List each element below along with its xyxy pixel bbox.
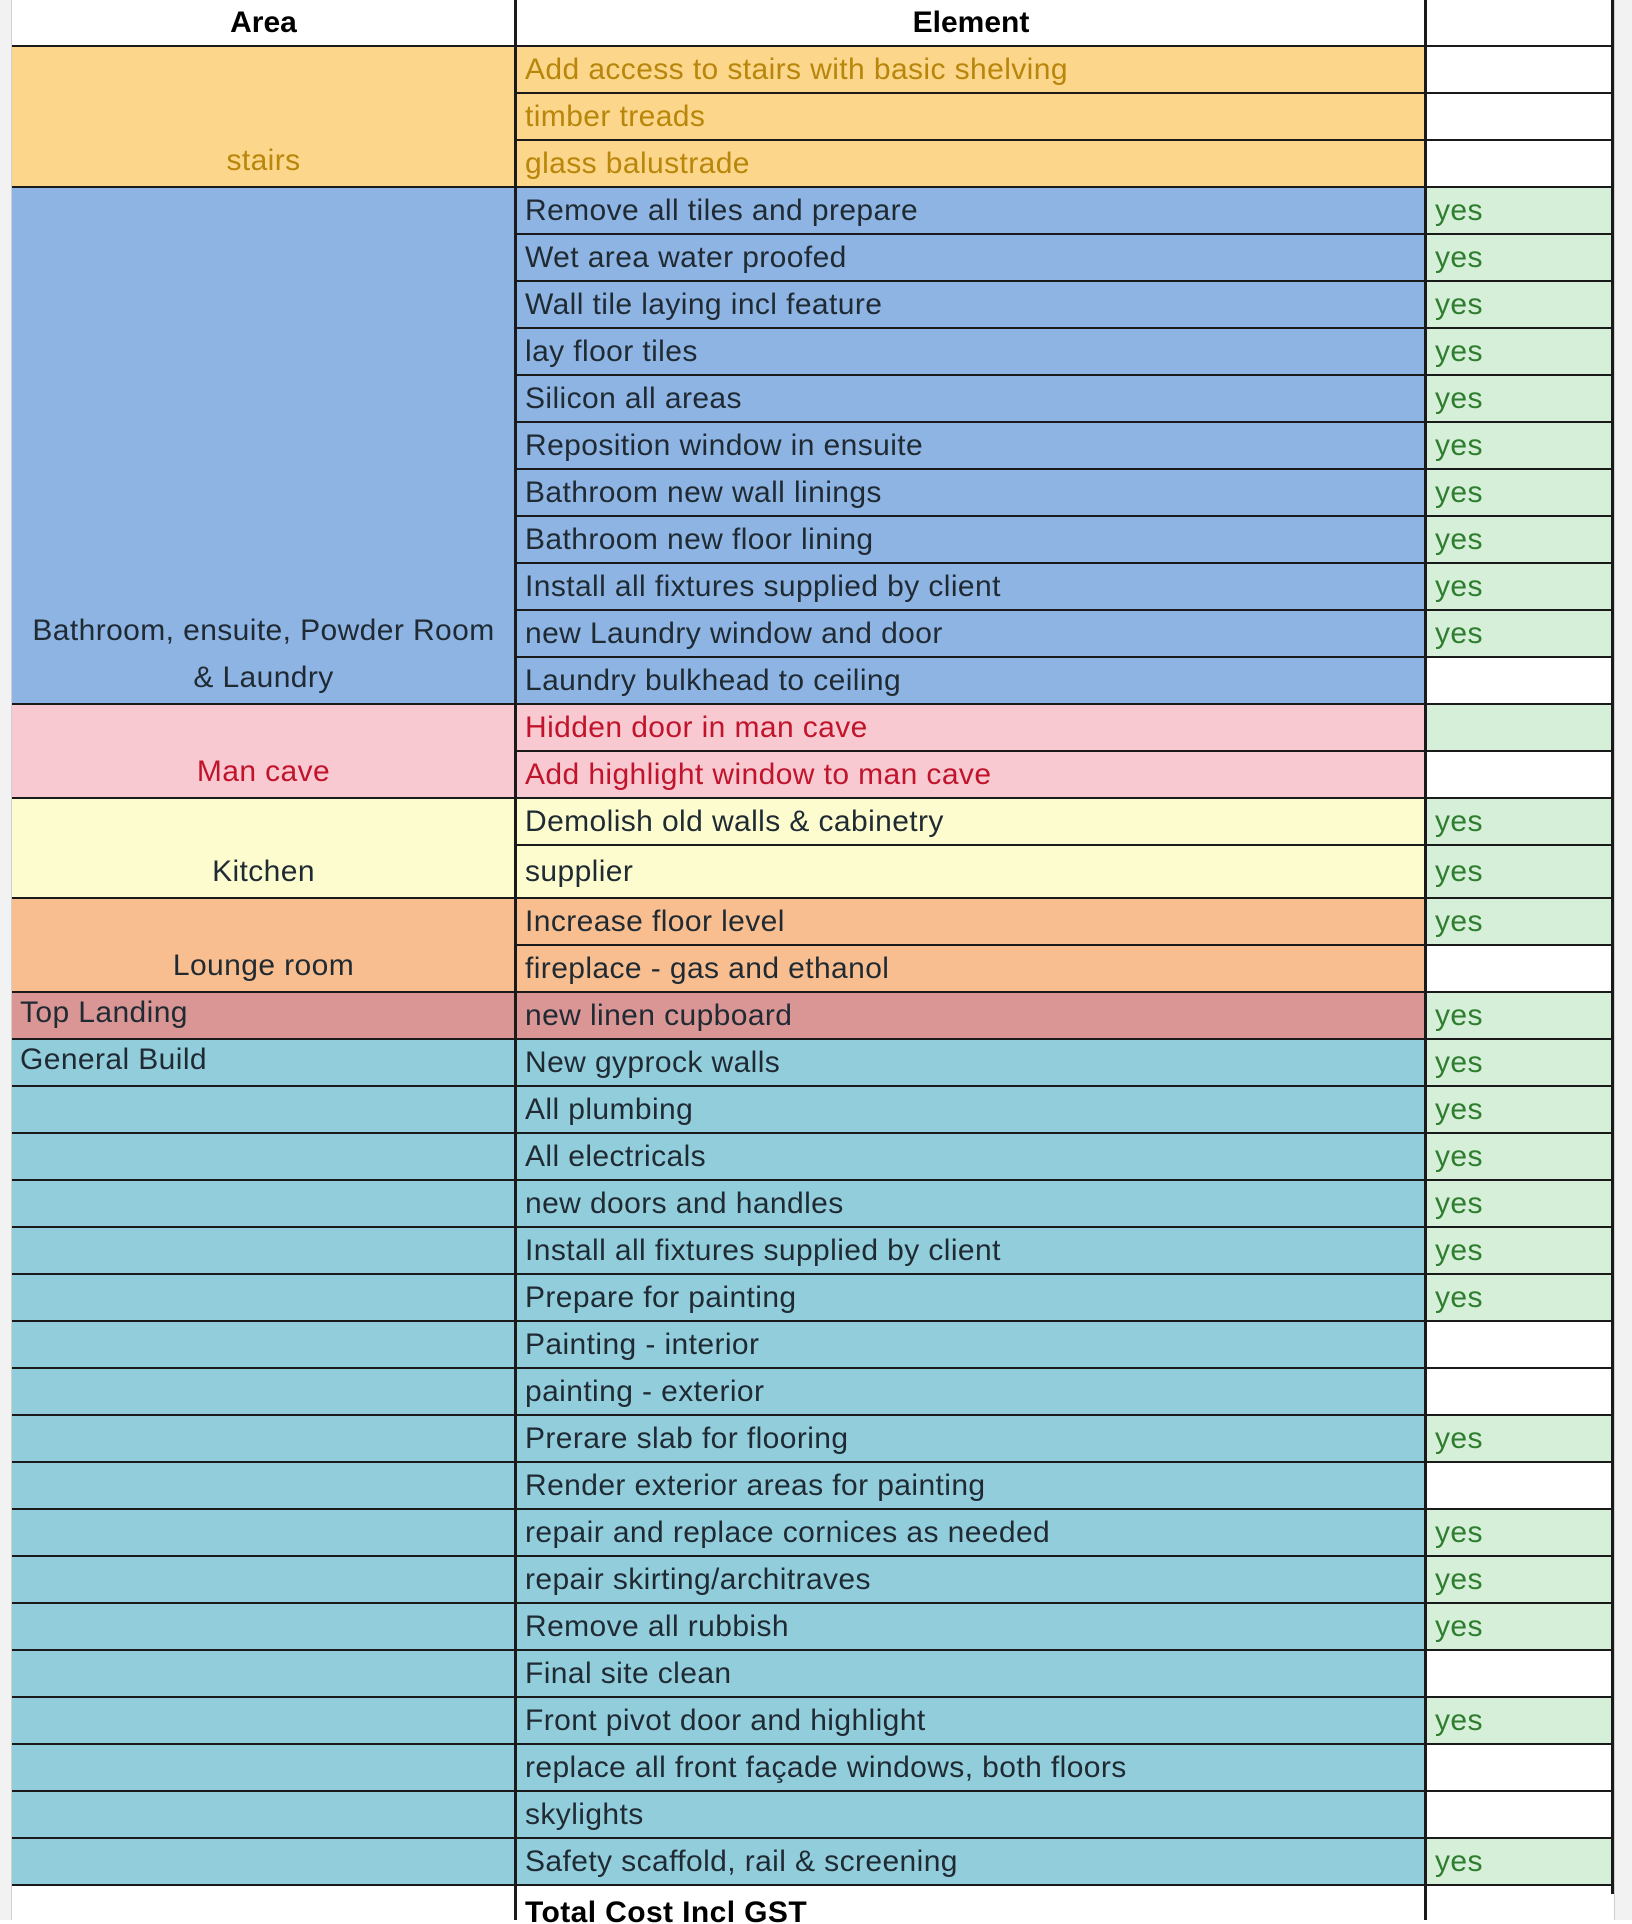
status-cell[interactable]: yes <box>1427 1040 1614 1087</box>
element-cell[interactable]: painting - exterior <box>517 1369 1425 1416</box>
element-cell[interactable]: Demolish old walls & cabinetry <box>517 799 1425 846</box>
element-cell[interactable]: Remove all tiles and prepare <box>517 188 1425 235</box>
status-cell[interactable]: yes <box>1427 1604 1614 1651</box>
area-cell-blank[interactable] <box>12 1134 515 1181</box>
status-cell[interactable]: yes <box>1427 1275 1614 1322</box>
status-cell[interactable]: yes <box>1427 1228 1614 1275</box>
element-cell[interactable]: Front pivot door and highlight <box>517 1698 1425 1745</box>
status-cell[interactable] <box>1427 94 1614 141</box>
element-cell[interactable]: New gyprock walls <box>517 1040 1425 1087</box>
status-cell[interactable] <box>1427 658 1614 705</box>
area-cell-blank[interactable] <box>12 1604 515 1651</box>
element-cell[interactable]: Painting - interior <box>517 1322 1425 1369</box>
element-cell[interactable]: Increase floor level <box>517 899 1425 946</box>
status-cell[interactable]: yes <box>1427 1839 1614 1886</box>
element-cell[interactable]: Safety scaffold, rail & screening <box>517 1839 1425 1886</box>
area-cell-blank[interactable] <box>12 1087 515 1134</box>
area-cell-blank[interactable] <box>12 1557 515 1604</box>
area-cell-lounge[interactable]: Lounge room <box>12 899 515 993</box>
area-cell-stairs[interactable]: stairs <box>12 47 515 188</box>
element-cell[interactable]: Final site clean <box>517 1651 1425 1698</box>
area-cell-blank[interactable] <box>12 1275 515 1322</box>
area-cell-blank[interactable] <box>12 1369 515 1416</box>
element-cell[interactable]: Silicon all areas <box>517 376 1425 423</box>
element-cell[interactable]: Hidden door in man cave <box>517 705 1425 752</box>
element-cell[interactable]: Add highlight window to man cave <box>517 752 1425 799</box>
grid-line-status <box>1611 0 1614 1894</box>
status-cell[interactable]: yes <box>1427 470 1614 517</box>
element-cell[interactable]: new doors and handles <box>517 1181 1425 1228</box>
grid-line-element <box>1424 0 1427 1920</box>
status-cell[interactable] <box>1427 1745 1614 1792</box>
row-gutter-left <box>0 0 12 1920</box>
element-cell[interactable]: All plumbing <box>517 1087 1425 1134</box>
element-cell[interactable]: All electricals <box>517 1134 1425 1181</box>
element-cell[interactable]: Bathroom new wall linings <box>517 470 1425 517</box>
status-cell[interactable]: yes <box>1427 1087 1614 1134</box>
element-cell[interactable]: timber treads <box>517 94 1425 141</box>
column-gutter-right <box>1614 0 1632 1920</box>
status-cell[interactable]: yes <box>1427 1134 1614 1181</box>
element-cell[interactable]: Add access to stairs with basic shelving <box>517 47 1425 94</box>
total-cost-label[interactable]: Total Cost Incl GST <box>525 1896 808 1924</box>
element-cell[interactable]: Render exterior areas for painting <box>517 1463 1425 1510</box>
status-cell[interactable]: yes <box>1427 1416 1614 1463</box>
status-cell[interactable]: yes <box>1427 329 1614 376</box>
status-cell[interactable]: yes <box>1427 799 1614 846</box>
element-cell[interactable]: repair and replace cornices as needed <box>517 1510 1425 1557</box>
status-cell[interactable]: yes <box>1427 1181 1614 1228</box>
status-cell[interactable]: yes <box>1427 611 1614 658</box>
element-cell[interactable]: Remove all rubbish <box>517 1604 1425 1651</box>
status-cell[interactable]: yes <box>1427 899 1614 946</box>
area-cell-blank[interactable] <box>12 1792 515 1839</box>
element-cell[interactable]: skylights <box>517 1792 1425 1839</box>
element-cell[interactable]: Install all fixtures supplied by client <box>517 1228 1425 1275</box>
element-cell[interactable]: replace all front façade windows, both floors <box>517 1745 1425 1792</box>
area-cell-blank[interactable] <box>12 1510 515 1557</box>
area-cell-mancave[interactable]: Man cave <box>12 705 515 799</box>
element-cell[interactable]: Prepare for painting <box>517 1275 1425 1322</box>
status-cell[interactable] <box>1427 1369 1614 1416</box>
area-cell-blank[interactable] <box>12 1651 515 1698</box>
area-cell-blank[interactable] <box>12 1745 515 1792</box>
status-cell[interactable]: yes <box>1427 1557 1614 1604</box>
status-cell[interactable] <box>1427 1463 1614 1510</box>
header-area[interactable]: Area <box>12 0 515 47</box>
status-cell[interactable] <box>1427 141 1614 188</box>
area-cell-toplanding[interactable]: Top Landing <box>12 993 515 1040</box>
element-cell[interactable]: Laundry bulkhead to ceiling <box>517 658 1425 705</box>
element-cell[interactable]: Wet area water proofed <box>517 235 1425 282</box>
area-cell-blank[interactable] <box>12 1416 515 1463</box>
status-cell[interactable]: yes <box>1427 993 1614 1040</box>
element-cell[interactable]: Install all fixtures supplied by client <box>517 564 1425 611</box>
status-cell[interactable]: yes <box>1427 564 1614 611</box>
area-cell-general[interactable]: General Build <box>12 1040 515 1087</box>
status-cell[interactable]: yes <box>1427 846 1614 899</box>
header-element[interactable]: Element <box>517 0 1425 47</box>
element-cell[interactable]: supplier <box>517 846 1425 899</box>
area-cell-blank[interactable] <box>12 1181 515 1228</box>
status-cell[interactable] <box>1427 752 1614 799</box>
grid-line-area <box>514 0 517 1920</box>
status-cell[interactable]: yes <box>1427 235 1614 282</box>
element-cell[interactable]: Wall tile laying incl feature <box>517 282 1425 329</box>
area-cell-blank[interactable] <box>12 1463 515 1510</box>
status-cell[interactable]: yes <box>1427 282 1614 329</box>
status-cell[interactable]: yes <box>1427 1510 1614 1557</box>
area-cell-bathroom[interactable]: Bathroom, ensuite, Powder Room & Laundry <box>12 188 515 705</box>
area-cell-blank[interactable] <box>12 1839 515 1886</box>
status-cell[interactable] <box>1427 1322 1614 1369</box>
area-cell-blank[interactable] <box>12 1322 515 1369</box>
status-cell[interactable]: yes <box>1427 1698 1614 1745</box>
status-cell[interactable]: yes <box>1427 188 1614 235</box>
status-cell[interactable] <box>1427 1651 1614 1698</box>
element-cell[interactable]: Reposition window in ensuite <box>517 423 1425 470</box>
status-cell[interactable]: yes <box>1427 376 1614 423</box>
element-cell[interactable]: new linen cupboard <box>517 993 1425 1040</box>
element-cell[interactable]: glass balustrade <box>517 141 1425 188</box>
element-cell[interactable]: lay floor tiles <box>517 329 1425 376</box>
element-cell[interactable]: Prerare slab for flooring <box>517 1416 1425 1463</box>
element-cell[interactable]: repair skirting/architraves <box>517 1557 1425 1604</box>
status-cell[interactable]: yes <box>1427 517 1614 564</box>
area-cell-blank[interactable] <box>12 1228 515 1275</box>
area-cell-kitchen[interactable]: Kitchen <box>12 799 515 899</box>
element-cell[interactable]: fireplace - gas and ethanol <box>517 946 1425 993</box>
status-cell[interactable] <box>1427 946 1614 993</box>
element-cell[interactable]: Bathroom new floor lining <box>517 517 1425 564</box>
header-status[interactable] <box>1427 0 1614 47</box>
status-cell[interactable] <box>1427 47 1614 94</box>
status-cell[interactable] <box>1427 705 1614 752</box>
status-cell[interactable]: yes <box>1427 423 1614 470</box>
status-cell[interactable] <box>1427 1792 1614 1839</box>
area-cell-blank[interactable] <box>12 1698 515 1745</box>
element-cell[interactable]: new Laundry window and door <box>517 611 1425 658</box>
